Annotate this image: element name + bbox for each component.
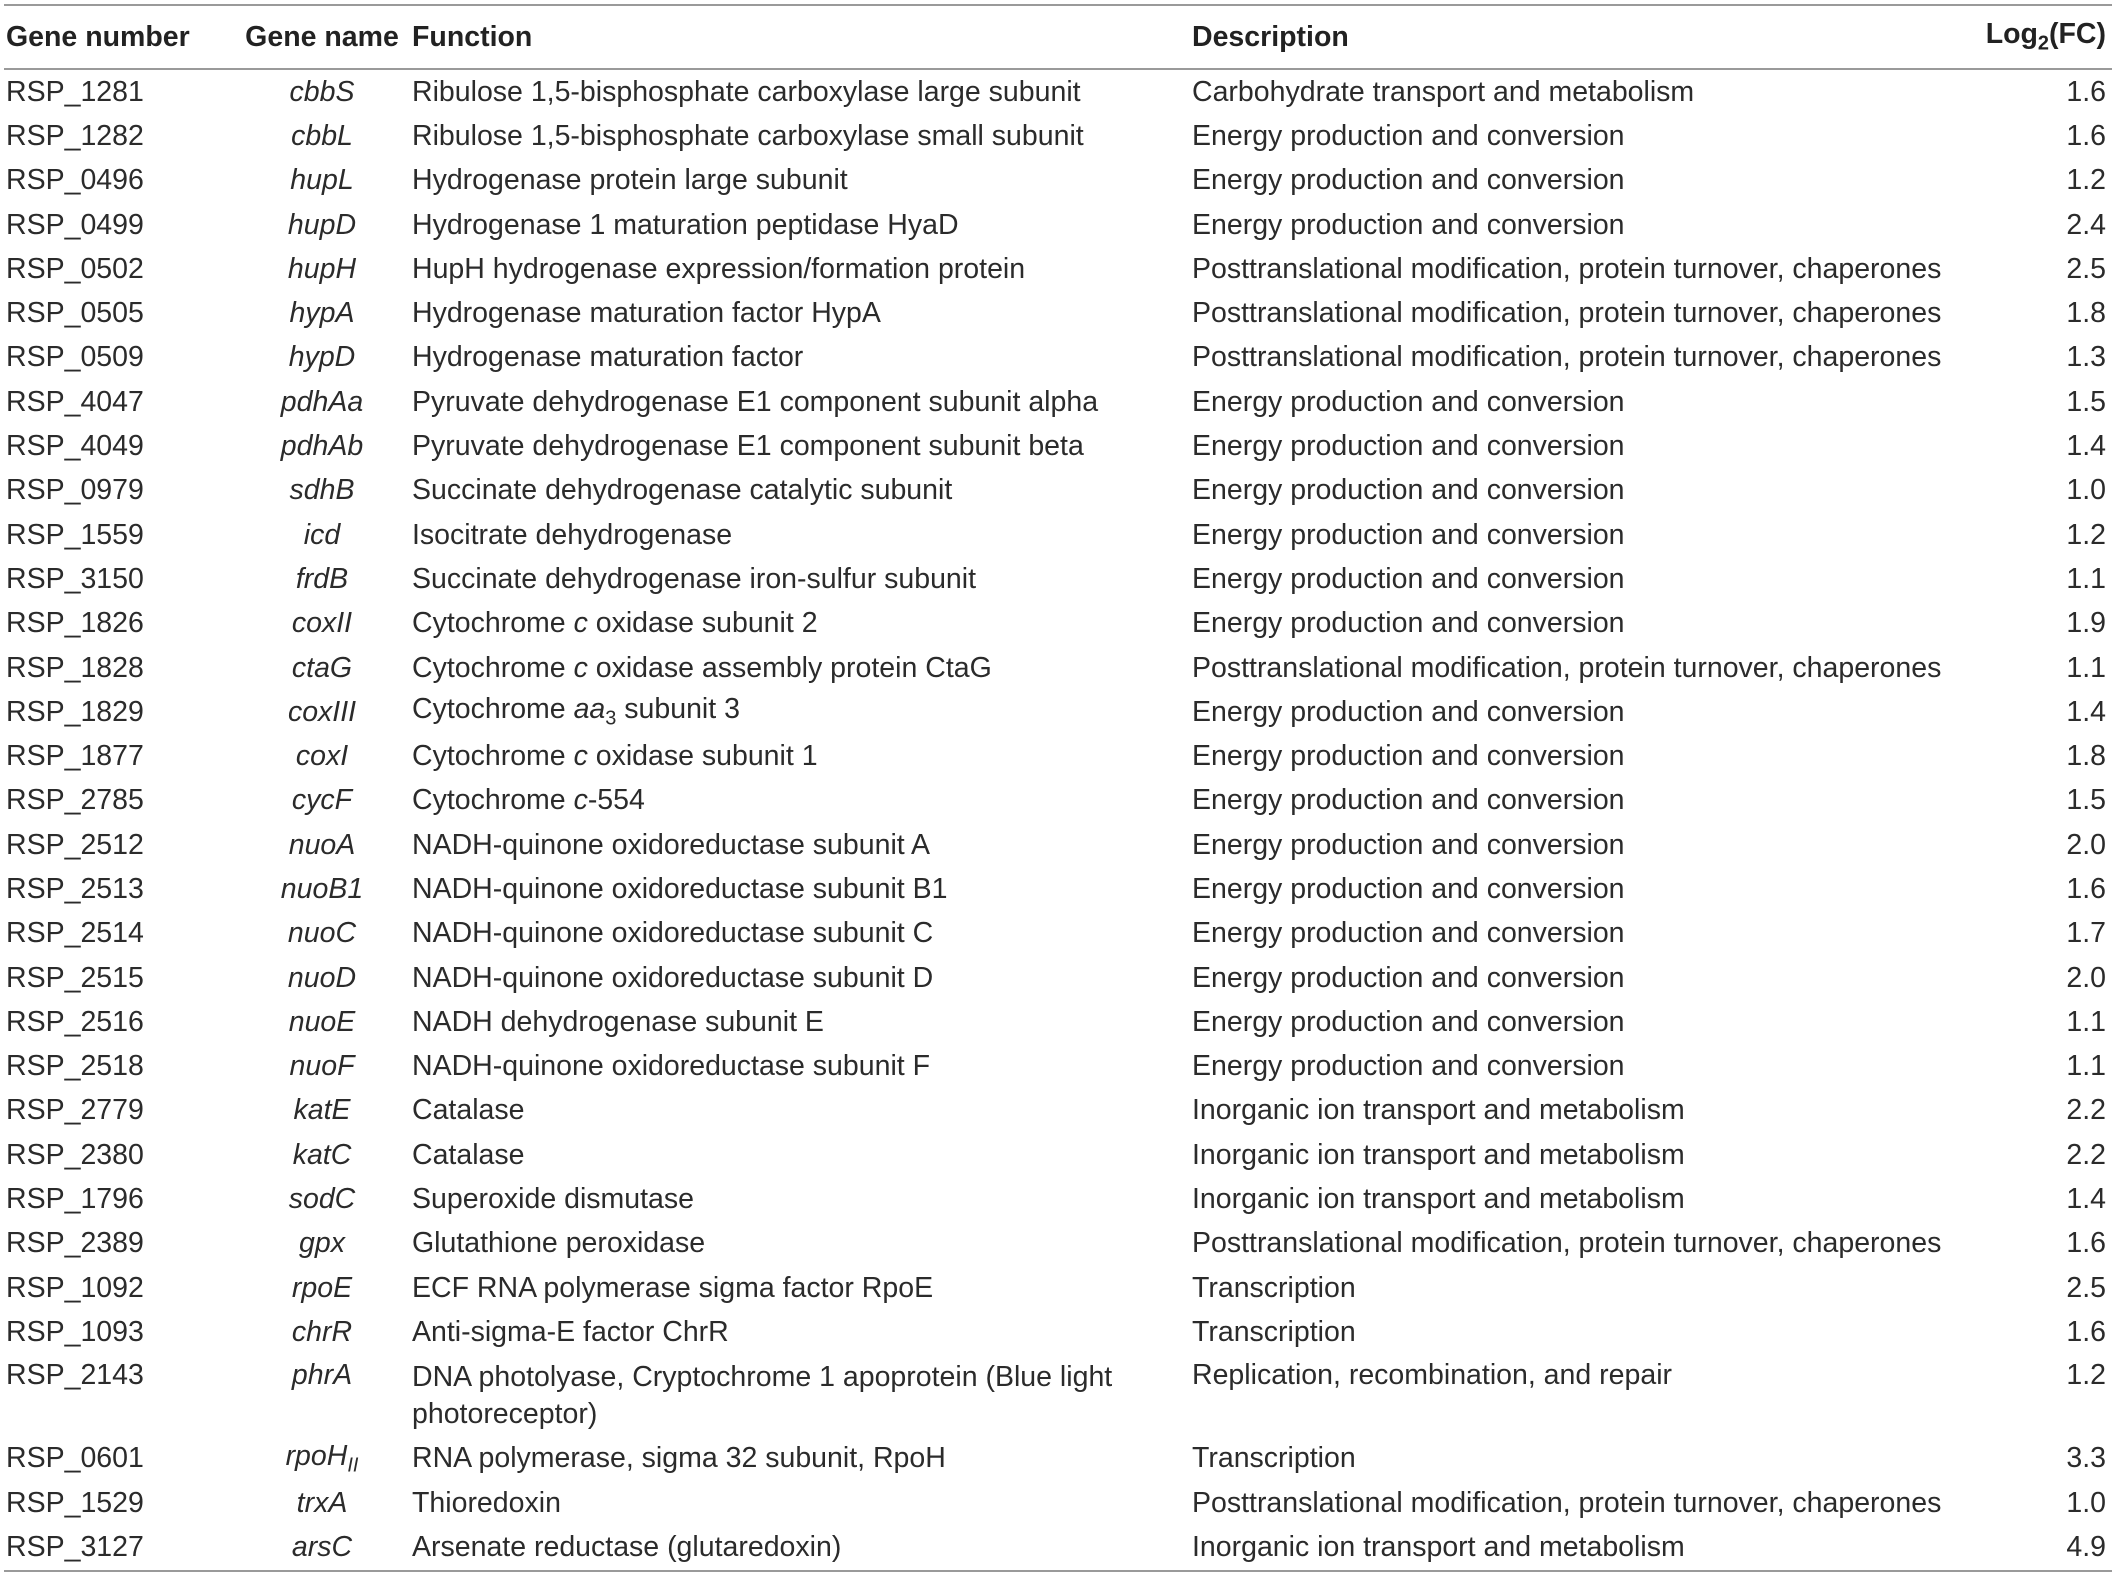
cell-log2fc: 1.8 — [2066, 740, 2106, 773]
table-row — [4, 956, 2112, 1000]
cell-log2fc: 1.6 — [2066, 872, 2106, 905]
cell-gene-name — [232, 1481, 410, 1525]
cell-function: Superoxide dismutase — [412, 1183, 694, 1216]
cell-gene-name — [232, 779, 410, 823]
gene-name-text: rpoH — [285, 1439, 348, 1472]
function-text-part: oxidase subunit 1 — [587, 740, 818, 773]
cell-function: NADH-quinone oxidoreductase subunit F — [412, 1050, 931, 1083]
table-row — [4, 1437, 2112, 1481]
table-row — [4, 159, 2112, 203]
cell-gene-number: RSP_1093 — [6, 1315, 144, 1348]
gene-name-text: nuoF — [289, 1050, 355, 1083]
cell-function: Catalase — [412, 1138, 525, 1171]
cell-gene-number: RSP_3150 — [6, 562, 144, 595]
cell-gene-name — [232, 867, 410, 911]
table-row — [4, 380, 2112, 424]
cell-log2fc: 4.9 — [2066, 1530, 2106, 1563]
function-text-part: aa — [573, 693, 606, 726]
cell-log2fc: 1.1 — [2066, 1005, 2106, 1038]
table-row — [4, 779, 2112, 823]
cell-gene-name — [232, 1310, 410, 1354]
cell-description: Replication, recombination, and repair — [1192, 1358, 1673, 1391]
table-row — [4, 1089, 2112, 1133]
table-row — [4, 690, 2112, 734]
cell-function: Pyruvate dehydrogenase E1 component subunit beta — [412, 430, 1084, 463]
gene-name-text: arsC — [291, 1530, 353, 1563]
cell-log2fc: 1.6 — [2066, 1227, 2106, 1260]
cell-gene-name — [232, 247, 410, 291]
cell-description: Posttranslational modification, protein turnover, chaperones — [1192, 341, 1942, 374]
cell-function: NADH-quinone oxidoreductase subunit A — [412, 828, 931, 861]
header-row — [4, 5, 2112, 69]
header-gene-name: Gene name — [245, 20, 399, 53]
header-log2fc-sub: 2 — [2037, 32, 2050, 55]
cell-gene-name — [232, 646, 410, 690]
cell-function: Hydrogenase protein large subunit — [412, 164, 848, 197]
header-function: Function — [412, 20, 533, 53]
cell-log2fc: 1.1 — [2066, 562, 2106, 595]
cell-gene-number: RSP_1281 — [6, 75, 144, 108]
cell-gene-name — [232, 336, 410, 380]
cell-description: Energy production and conversion — [1192, 430, 1625, 463]
cell-function: Isocitrate dehydrogenase — [412, 518, 733, 551]
gene-name-text: trxA — [296, 1486, 348, 1519]
gene-name-text: coxI — [295, 740, 349, 773]
cell-function — [410, 779, 1190, 823]
cell-gene-name — [232, 1000, 410, 1044]
cell-log2fc: 1.6 — [2066, 1315, 2106, 1348]
cell-function: NADH-quinone oxidoreductase subunit B1 — [412, 872, 948, 905]
function-text-part: Cytochrome — [412, 740, 574, 773]
table-row — [4, 1045, 2112, 1089]
cell-gene-name — [232, 513, 410, 557]
cell-gene-name — [232, 469, 410, 513]
table-row — [4, 557, 2112, 601]
cell-gene-number: RSP_2518 — [6, 1050, 144, 1083]
cell-function: ECF RNA polymerase sigma factor RpoE — [412, 1271, 934, 1304]
cell-gene-name — [232, 912, 410, 956]
table-row — [4, 867, 2112, 911]
cell-log2fc: 1.9 — [2066, 607, 2106, 640]
cell-function: Succinate dehydrogenase catalytic subunit — [412, 474, 953, 507]
cell-gene-number: RSP_1092 — [6, 1271, 144, 1304]
cell-description: Posttranslational modification, protein turnover, chaperones — [1192, 1486, 1942, 1519]
table-row — [4, 1000, 2112, 1044]
cell-description: Energy production and conversion — [1192, 917, 1625, 950]
cell-function: Thioredoxin — [412, 1486, 561, 1519]
cell-log2fc: 2.5 — [2066, 252, 2106, 285]
cell-log2fc: 1.0 — [2066, 1486, 2106, 1519]
gene-table — [4, 4, 2112, 1572]
table-row — [4, 823, 2112, 867]
cell-function: Arsenate reductase (glutaredoxin) — [412, 1530, 842, 1563]
cell-gene-name — [232, 602, 410, 646]
table-row — [4, 734, 2112, 778]
cell-gene-name — [232, 114, 410, 158]
cell-gene-name — [232, 1355, 410, 1437]
cell-gene-number: RSP_2143 — [6, 1358, 144, 1391]
table-row — [4, 1355, 2112, 1437]
gene-name-text: hupH — [287, 252, 357, 285]
gene-name-text: cbbL — [291, 119, 353, 152]
table-row — [4, 602, 2112, 646]
cell-gene-number: RSP_2516 — [6, 1005, 144, 1038]
gene-name-text: katE — [293, 1094, 351, 1127]
cell-description: Transcription — [1192, 1442, 1356, 1475]
cell-gene-number: RSP_1829 — [6, 695, 144, 728]
cell-gene-name — [232, 203, 410, 247]
cell-gene-number: RSP_2779 — [6, 1094, 144, 1127]
cell-log2fc: 1.1 — [2066, 651, 2106, 684]
function-text-part: oxidase assembly protein CtaG — [587, 651, 992, 684]
cell-gene-number: RSP_2389 — [6, 1227, 144, 1260]
cell-gene-number: RSP_0505 — [6, 297, 144, 330]
cell-log2fc: 2.5 — [2066, 1271, 2106, 1304]
cell-gene-number: RSP_1826 — [6, 607, 144, 640]
table-header — [4, 5, 2112, 69]
cell-function: Catalase — [412, 1094, 525, 1127]
cell-description: Energy production and conversion — [1192, 385, 1625, 418]
cell-gene-number: RSP_2512 — [6, 828, 144, 861]
cell-gene-number: RSP_1877 — [6, 740, 144, 773]
cell-function: HupH hydrogenase expression/formation protein — [412, 252, 1026, 285]
cell-log2fc: 1.8 — [2066, 297, 2106, 330]
cell-gene-number: RSP_2514 — [6, 917, 144, 950]
cell-gene-number: RSP_0496 — [6, 164, 144, 197]
table-row — [4, 1177, 2112, 1221]
gene-name-text: phrA — [291, 1358, 353, 1391]
cell-description: Energy production and conversion — [1192, 740, 1625, 773]
table-row — [4, 1310, 2112, 1354]
table-row — [4, 1266, 2112, 1310]
gene-name-text: katC — [292, 1138, 352, 1171]
cell-log2fc: 3.3 — [2066, 1442, 2106, 1475]
cell-gene-name — [232, 1045, 410, 1089]
cell-gene-number: RSP_2513 — [6, 872, 144, 905]
function-text-part: Cytochrome — [412, 651, 574, 684]
gene-name-text: pdhAa — [280, 385, 364, 418]
table-row — [4, 646, 2112, 690]
gene-name-text: gpx — [299, 1227, 345, 1260]
cell-gene-number: RSP_1796 — [6, 1183, 144, 1216]
cell-function: NADH dehydrogenase subunit E — [412, 1005, 824, 1038]
cell-description: Inorganic ion transport and metabolism — [1192, 1530, 1685, 1563]
cell-description: Inorganic ion transport and metabolism — [1192, 1183, 1685, 1216]
cell-description: Energy production and conversion — [1192, 961, 1625, 994]
cell-gene-number: RSP_0499 — [6, 208, 144, 241]
gene-name-text: coxII — [291, 607, 353, 640]
cell-description: Carbohydrate transport and metabolism — [1192, 75, 1695, 108]
gene-table-container — [4, 4, 2112, 1572]
gene-name-text: hupL — [290, 164, 354, 197]
cell-description: Posttranslational modification, protein turnover, chaperones — [1192, 252, 1942, 285]
cell-gene-number: RSP_1828 — [6, 651, 144, 684]
function-text-part: Cytochrome — [412, 693, 574, 726]
gene-name-text: sodC — [288, 1183, 356, 1216]
cell-gene-name — [232, 734, 410, 778]
cell-log2fc: 1.3 — [2066, 341, 2106, 374]
gene-name-text: hypD — [288, 341, 356, 374]
cell-log2fc: 1.4 — [2066, 430, 2106, 463]
function-text-part: 3 — [605, 708, 617, 731]
header-description: Description — [1192, 20, 1349, 53]
gene-name-text: rpoE — [291, 1271, 353, 1304]
cell-description: Energy production and conversion — [1192, 1005, 1625, 1038]
table-row — [4, 1525, 2112, 1570]
gene-name-text: icd — [303, 518, 341, 551]
cell-gene-number: RSP_0509 — [6, 341, 144, 374]
cell-function — [410, 646, 1190, 690]
cell-description: Energy production and conversion — [1192, 784, 1625, 817]
table-row — [4, 336, 2112, 380]
table-row — [4, 469, 2112, 513]
cell-gene-name — [232, 291, 410, 335]
cell-function: Ribulose 1,5-bisphosphate carboxylase large subunit — [412, 75, 1081, 108]
function-text-part: subunit 3 — [616, 693, 740, 726]
table-row — [4, 1133, 2112, 1177]
cell-gene-name — [232, 823, 410, 867]
cell-function — [410, 690, 1190, 734]
cell-function: Hydrogenase 1 maturation peptidase HyaD — [412, 208, 959, 241]
header-log2fc-prefix: Log — [1985, 18, 2038, 51]
cell-description: Energy production and conversion — [1192, 1050, 1625, 1083]
table-row — [4, 912, 2112, 956]
cell-gene-number: RSP_3127 — [6, 1530, 144, 1563]
cell-function: Ribulose 1,5-bisphosphate carboxylase small subunit — [412, 119, 1084, 152]
gene-name-text: nuoD — [287, 961, 357, 994]
gene-name-subscript: II — [347, 1454, 359, 1477]
cell-gene-name — [232, 557, 410, 601]
cell-log2fc: 1.4 — [2066, 1183, 2106, 1216]
cell-gene-name — [232, 690, 410, 734]
cell-description: Inorganic ion transport and metabolism — [1192, 1138, 1685, 1171]
cell-gene-number: RSP_0601 — [6, 1442, 144, 1475]
function-text-part: -554 — [587, 784, 645, 817]
function-text-part: c — [573, 607, 588, 640]
cell-log2fc: 1.2 — [2066, 164, 2106, 197]
cell-description: Energy production and conversion — [1192, 474, 1625, 507]
cell-gene-number: RSP_2515 — [6, 961, 144, 994]
gene-name-text: ctaG — [291, 651, 353, 684]
cell-gene-name — [232, 1222, 410, 1266]
cell-gene-number: RSP_4049 — [6, 430, 144, 463]
gene-name-text: nuoE — [288, 1005, 356, 1038]
cell-log2fc: 2.2 — [2066, 1138, 2106, 1171]
cell-description: Inorganic ion transport and metabolism — [1192, 1094, 1685, 1127]
cell-log2fc: 2.4 — [2066, 208, 2106, 241]
header-gene-number: Gene number — [6, 20, 190, 53]
cell-gene-name — [232, 1525, 410, 1570]
table-row — [4, 1222, 2112, 1266]
cell-log2fc: 1.2 — [2066, 518, 2106, 551]
cell-function — [410, 602, 1190, 646]
cell-gene-name — [232, 1437, 410, 1481]
cell-gene-name — [232, 159, 410, 203]
cell-gene-name — [232, 956, 410, 1000]
function-text-part: Cytochrome — [412, 784, 574, 817]
cell-description: Energy production and conversion — [1192, 164, 1625, 197]
cell-description: Energy production and conversion — [1192, 562, 1625, 595]
cell-gene-number: RSP_1529 — [6, 1486, 144, 1519]
cell-gene-number: RSP_4047 — [6, 385, 144, 418]
table-row — [4, 203, 2112, 247]
gene-name-text: frdB — [295, 562, 349, 595]
table-row — [4, 513, 2112, 557]
cell-log2fc: 1.5 — [2066, 784, 2106, 817]
cell-log2fc: 1.4 — [2066, 695, 2106, 728]
cell-function — [410, 734, 1190, 778]
cell-gene-name — [232, 1089, 410, 1133]
cell-log2fc: 1.7 — [2066, 917, 2106, 950]
cell-log2fc: 2.0 — [2066, 828, 2106, 861]
cell-function: Glutathione peroxidase — [412, 1227, 706, 1260]
cell-log2fc: 1.5 — [2066, 385, 2106, 418]
gene-name-text: sdhB — [289, 474, 355, 507]
table-row — [4, 424, 2112, 468]
cell-log2fc: 2.2 — [2066, 1094, 2106, 1127]
cell-description: Transcription — [1192, 1315, 1356, 1348]
cell-function: NADH-quinone oxidoreductase subunit D — [412, 961, 934, 994]
gene-name-text: cbbS — [289, 75, 355, 108]
cell-description: Energy production and conversion — [1192, 208, 1625, 241]
gene-name-text: chrR — [291, 1315, 353, 1348]
header-log2fc-suffix: (FC) — [2049, 18, 2106, 51]
cell-gene-name — [232, 1266, 410, 1310]
cell-log2fc: 2.0 — [2066, 961, 2106, 994]
function-text-part: Cytochrome — [412, 607, 574, 640]
cell-log2fc: 1.2 — [2066, 1358, 2106, 1391]
cell-description: Posttranslational modification, protein turnover, chaperones — [1192, 297, 1942, 330]
gene-name-text: cycF — [291, 784, 353, 817]
cell-gene-name — [232, 1177, 410, 1221]
cell-description: Energy production and conversion — [1192, 695, 1625, 728]
cell-function: Hydrogenase maturation factor HypA — [412, 297, 881, 330]
cell-function: RNA polymerase, sigma 32 subunit, RpoH — [412, 1442, 946, 1475]
cell-description: Posttranslational modification, protein turnover, chaperones — [1192, 651, 1942, 684]
cell-function: Succinate dehydrogenase iron-sulfur subunit — [412, 562, 977, 595]
gene-name-text: hupD — [287, 208, 357, 241]
cell-gene-name — [232, 380, 410, 424]
cell-function: NADH-quinone oxidoreductase subunit C — [412, 917, 934, 950]
cell-description: Energy production and conversion — [1192, 607, 1625, 640]
cell-function: DNA photolyase, Cryptochrome 1 apoprotein (Blue light photoreceptor) — [412, 1360, 1113, 1430]
cell-description: Energy production and conversion — [1192, 518, 1625, 551]
cell-gene-number: RSP_0502 — [6, 252, 144, 285]
function-text-part: oxidase subunit 2 — [587, 607, 818, 640]
cell-gene-number: RSP_1559 — [6, 518, 144, 551]
gene-name-text: pdhAb — [280, 430, 364, 463]
gene-name-text: coxIII — [287, 695, 357, 728]
cell-log2fc: 1.6 — [2066, 75, 2106, 108]
cell-description: Posttranslational modification, protein turnover, chaperones — [1192, 1227, 1942, 1260]
function-text-part: c — [573, 784, 588, 817]
table-row — [4, 69, 2112, 114]
cell-log2fc: 1.0 — [2066, 474, 2106, 507]
cell-description: Energy production and conversion — [1192, 828, 1625, 861]
cell-gene-number: RSP_2380 — [6, 1138, 144, 1171]
gene-name-text: nuoC — [287, 917, 357, 950]
table-row — [4, 291, 2112, 335]
cell-description: Energy production and conversion — [1192, 119, 1625, 152]
cell-gene-name — [232, 424, 410, 468]
cell-gene-number: RSP_1282 — [6, 119, 144, 152]
gene-name-text: nuoB1 — [280, 872, 364, 905]
cell-gene-number: RSP_2785 — [6, 784, 144, 817]
cell-gene-name — [232, 69, 410, 114]
cell-function: Pyruvate dehydrogenase E1 component subunit alpha — [412, 385, 1099, 418]
gene-name-text: hypA — [289, 297, 355, 330]
table-row — [4, 1481, 2112, 1525]
cell-description: Transcription — [1192, 1271, 1356, 1304]
cell-log2fc: 1.6 — [2066, 119, 2106, 152]
cell-function: Hydrogenase maturation factor — [412, 341, 804, 374]
table-body — [4, 69, 2112, 1571]
cell-gene-name — [232, 1133, 410, 1177]
cell-description: Energy production and conversion — [1192, 872, 1625, 905]
function-text-part: c — [573, 651, 588, 684]
table-row — [4, 247, 2112, 291]
table-row — [4, 114, 2112, 158]
cell-log2fc: 1.1 — [2066, 1050, 2106, 1083]
gene-name-text: nuoA — [288, 828, 356, 861]
cell-function: Anti-sigma-E factor ChrR — [412, 1315, 729, 1348]
function-text-part: c — [573, 740, 588, 773]
cell-gene-number: RSP_0979 — [6, 474, 144, 507]
header-log2fc — [1970, 5, 2112, 69]
